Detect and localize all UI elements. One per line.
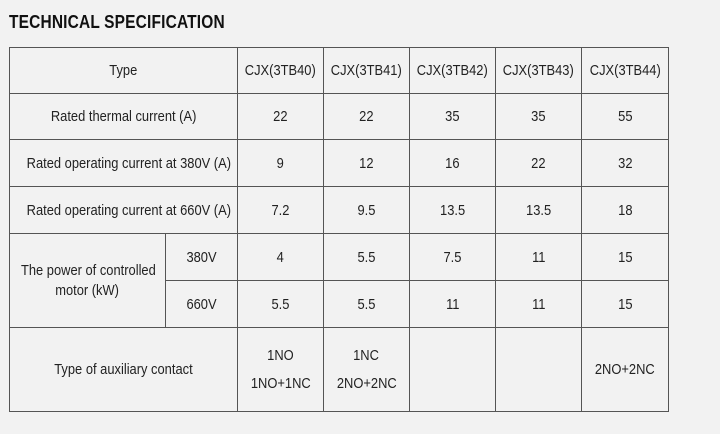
model-header-cell <box>410 48 496 94</box>
type-header: Type <box>109 62 138 79</box>
model-header: CJX(3TB40) <box>245 62 316 79</box>
value: 35 <box>445 108 460 125</box>
motor-power-380-row <box>10 234 669 281</box>
value-cell <box>410 140 496 187</box>
value: 15 <box>617 295 633 313</box>
aux-value-cell <box>582 328 669 412</box>
value-cell <box>238 140 324 187</box>
model-header: CJX(3TB43) <box>503 62 574 79</box>
type-header-cell <box>10 48 238 94</box>
value-cell <box>324 140 410 187</box>
motor-power-label-line1: The power of controlled <box>20 261 156 279</box>
operating-current-380-row <box>10 140 669 187</box>
page-title: TECHNICAL SPECIFICATION <box>9 12 225 32</box>
value-cell <box>324 94 410 140</box>
aux-value: 1NO+1NC <box>250 374 311 392</box>
value-cell <box>582 187 669 234</box>
value-cell <box>496 187 582 234</box>
value: 32 <box>617 154 633 172</box>
value: 16 <box>445 154 460 172</box>
value: 22 <box>359 108 374 125</box>
aux-value-cell-empty <box>496 328 582 412</box>
voltage-cell <box>166 281 238 328</box>
value-cell <box>582 140 669 187</box>
value: 7.5 <box>443 248 462 266</box>
value: 9.5 <box>357 201 376 219</box>
row-label: Rated operating current at 380V (A) <box>26 154 232 172</box>
value-cell <box>410 281 496 328</box>
voltage-label: 660V <box>186 295 217 313</box>
aux-value: 2NO+2NC <box>595 361 655 378</box>
value-cell <box>496 140 582 187</box>
value: 18 <box>617 201 633 219</box>
aux-value-cell-empty <box>410 328 496 412</box>
aux-value-cell <box>324 328 410 412</box>
row-label: Rated thermal current (A) <box>50 108 197 125</box>
model-header: CJX(3TB41) <box>331 62 402 79</box>
value-cell <box>582 281 669 328</box>
value: 55 <box>617 108 633 125</box>
value-cell <box>496 94 582 140</box>
value-cell <box>238 187 324 234</box>
value: 5.5 <box>271 295 290 313</box>
value-cell <box>238 94 324 140</box>
aux-value: 1NC <box>353 346 380 364</box>
value: 7.2 <box>271 201 290 219</box>
model-header: CJX(3TB42) <box>417 62 488 79</box>
value: 9 <box>276 154 285 172</box>
row-label: Rated operating current at 660V (A) <box>26 201 232 219</box>
value: 15 <box>617 248 633 266</box>
value-cell <box>324 187 410 234</box>
thermal-current-row <box>10 94 669 140</box>
header-row <box>10 48 669 94</box>
value: 5.5 <box>357 295 376 313</box>
operating-current-660-row <box>10 187 669 234</box>
voltage-cell <box>166 234 238 281</box>
value-cell <box>410 94 496 140</box>
aux-value-cell <box>238 328 324 412</box>
value-cell <box>324 281 410 328</box>
voltage-label: 380V <box>186 248 217 266</box>
value-cell <box>410 187 496 234</box>
value: 12 <box>359 154 374 172</box>
model-header-cell <box>496 48 582 94</box>
value-cell <box>324 234 410 281</box>
row-label-cell <box>10 187 238 234</box>
value: 11 <box>445 295 460 313</box>
aux-value: 1NO <box>267 346 294 364</box>
model-header: CJX(3TB44) <box>589 62 661 79</box>
value: 13.5 <box>439 201 466 219</box>
value-cell <box>410 234 496 281</box>
value: 4 <box>276 248 285 266</box>
value: 5.5 <box>357 248 376 266</box>
value-cell <box>582 94 669 140</box>
aux-value: 2NO+2NC <box>336 374 397 392</box>
value-cell <box>238 281 324 328</box>
value-cell <box>496 234 582 281</box>
value: 11 <box>531 295 546 313</box>
spec-table <box>9 47 669 412</box>
model-header-cell <box>582 48 669 94</box>
motor-power-label-cell <box>10 234 166 328</box>
auxiliary-contact-row <box>10 328 669 412</box>
value: 13.5 <box>525 201 552 219</box>
row-label-cell <box>10 328 238 412</box>
row-label: Type of auxiliary contact <box>54 361 193 378</box>
value: 22 <box>531 154 546 172</box>
value-cell <box>496 281 582 328</box>
value: 22 <box>273 108 288 125</box>
value: 11 <box>531 248 546 266</box>
value-cell <box>238 234 324 281</box>
model-header-cell <box>324 48 410 94</box>
value-cell <box>582 234 669 281</box>
motor-power-label-line2: motor (kW) <box>55 281 120 299</box>
row-label-cell <box>10 94 238 140</box>
row-label-cell <box>10 140 238 187</box>
model-header-cell <box>238 48 324 94</box>
value: 35 <box>531 108 546 125</box>
